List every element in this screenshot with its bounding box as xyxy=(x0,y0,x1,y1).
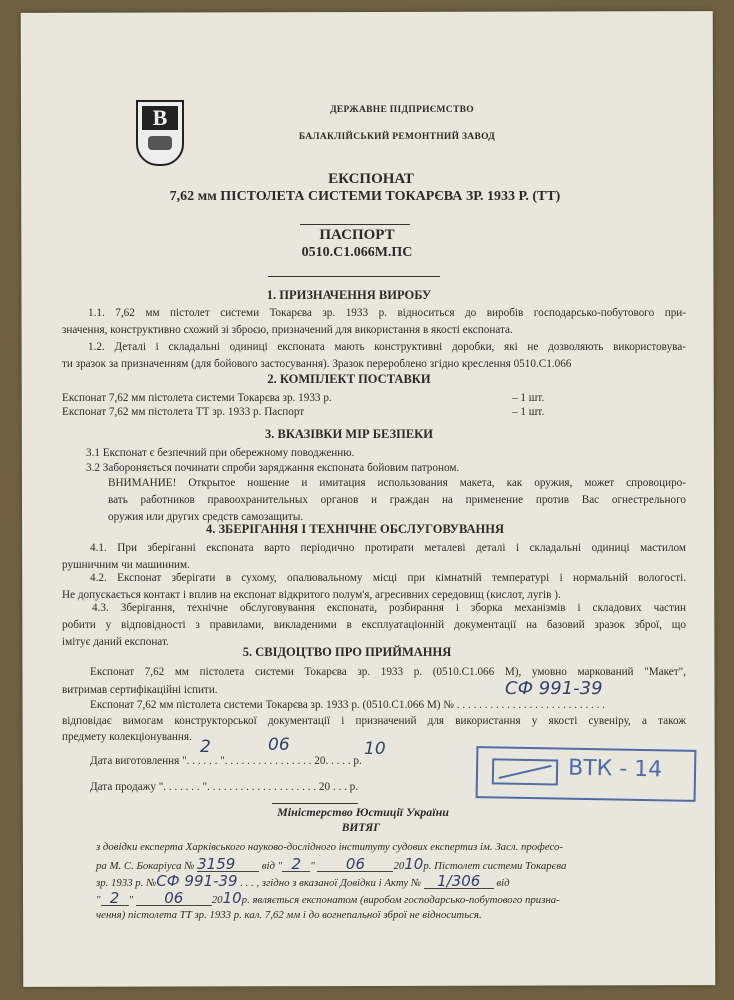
doc-type: ПАСПОРТ xyxy=(319,227,395,243)
text-line: Експонат 7,62 мм пістолета системи Токарєва зр. 1933 р. (0510.С1.066 М), умовно маркований "Макет", xyxy=(90,666,686,678)
manufacture-year: 10 xyxy=(364,739,386,759)
kit-item: Експонат 7,62 мм пістолета системи Токарєва зр. 1933 р. xyxy=(62,392,332,404)
section-5-heading: 5. СВІДОЦТВО ПРО ПРИЙМАННЯ xyxy=(242,645,452,659)
warning-line: вать работников правоохранительных органов и граждан на применение против Вас огнестрельного xyxy=(108,494,686,506)
text-line: значення, конструктивно схожий зі зброєю, призначений для використання в якості експоната. xyxy=(62,324,513,336)
text-line: 4.3. Зберігання, технічне обслуговування експоната, розбирання і зборка механізмів і складових частин xyxy=(92,602,686,614)
warning-line: ВНИМАНИЕ! Открытое ношение и имитация использования макета, как оружия, может спровоциро- xyxy=(108,477,686,489)
org-line-1: ДЕРЖАВНЕ ПІДПРИЄМСТВО xyxy=(330,105,474,115)
text-line: рушничним чи машинним. xyxy=(62,559,190,571)
sale-date-field[interactable]: Дата продажу ". . . . . . . ". . . . . . . . . . . . . . . . . . . . 20 . . . р. xyxy=(90,781,359,793)
text-line: Експонат 7,62 мм пістолета системи Токарєва зр. 1933 р. (0510.С1.066 М) № xyxy=(90,699,457,711)
text-line: предмету колекціонування. xyxy=(62,731,192,743)
section-1-heading: 1. ПРИЗНАЧЕННЯ ВИРОБУ xyxy=(266,288,432,302)
text-line: імітує даний експонат. xyxy=(62,636,169,648)
text-line: 4.2. Експонат зберігати в сухому, опалювальному місці при кімнатній температурі і нормальній вологості. xyxy=(90,572,686,584)
title-pistol: 7,62 мм ПІСТОЛЕТА СИСТЕМИ ТОКАРЄВА ЗР. 1933 Р. (ТТ) xyxy=(169,189,561,204)
section-4-heading: 4. ЗБЕРІГАННЯ І ТЕХНІЧНЕ ОБСЛУГОВУВАННЯ xyxy=(205,522,505,536)
extract-line: " 2 " 06 2010р. являється експонатом (виробом господарсько-побутового призна- xyxy=(96,889,560,907)
doc-code: 0510.С1.066М.ПС xyxy=(301,245,413,260)
kit-qty: – 1 шт. xyxy=(512,406,545,418)
extract-line: зр. 1933 р. №СФ 991-39 . . . , згідно з вказаної Довідки і Акту № 1/306 від xyxy=(96,872,510,890)
section-2-heading: 2. КОМПЛЕКТ ПОСТАВКИ xyxy=(267,372,431,386)
warning-line: оружия или других средств самозащиты. xyxy=(108,511,304,523)
text-line: 1.1. 7,62 мм пістолет системи Токарєва зр. 1933 р. відноситься до виробів господарсько-побутового при- xyxy=(88,307,686,319)
extract-line: чення) пістолета ТТ зр. 1933 р. кал. 7,62 мм і до вогнепальної зброї не відноситься. xyxy=(96,909,482,921)
title-exhibit: ЕКСПОНАТ xyxy=(328,171,414,187)
serial-number-handwritten: СФ 991-39 xyxy=(505,678,603,699)
qc-stamp: ВТК - 14 xyxy=(476,746,697,802)
factory-logo: B xyxy=(136,100,184,166)
manufacture-date-field: Дата виготовлення ". . . . . . ". . . . . . . . . . . . . . . . 20. . . . . р. xyxy=(90,755,362,767)
text-line: витримав сертифікаційні іспити. xyxy=(62,684,218,696)
text-line: відповідає вимогам конструкторської документації і призначений для використання у якості сувеніру, а також xyxy=(62,715,686,727)
section-3-heading: 3. ВКАЗІВКИ МІР БЕЗПЕКИ xyxy=(265,427,433,441)
kit-qty: – 1 шт. xyxy=(512,392,545,404)
text-line: 3.2 Забороняється починати спроби заряджання експоната бойовим патроном. xyxy=(86,462,460,474)
ministry-title: Міністерство Юстиції України xyxy=(277,805,449,819)
text-line: Не допускається контакт і вплив на експонат відкритого полум'я, агресивних середовищ (кислот, лугів ). xyxy=(62,589,561,601)
manufacture-month: 06 xyxy=(268,735,290,755)
text-line: 4.1. При зберіганні експоната варто періодично протирати металеві деталі і складальні одиниці мастилом xyxy=(90,542,686,554)
text-line: 1.2. Деталі і складальні одиниці експоната мають конструктивні доробки, які не дозволяють використовува- xyxy=(88,341,686,353)
text-line: 3.1 Експонат є безпечний при обережному поводженню. xyxy=(86,447,355,459)
extract-line: ра М. С. Бокаріуса № 3159 від " 2 " 06 2010р. Пістолет системи Токарєва xyxy=(96,855,567,873)
text-line: ти зразок за призначенням (для бойового застосування). Зразок перероблено згідно креслення 0510.С1.066 xyxy=(62,358,572,370)
manufacture-day: 2 xyxy=(200,737,211,757)
org-line-2: БАЛАКЛІЙСЬКИЙ РЕМОНТНИЙ ЗАВОД xyxy=(298,132,496,142)
extract-line: з довідки експерта Харківського науково-дослідного інституту судових експертиз ім. Засл. професо- xyxy=(96,841,564,853)
extract-title: ВИТЯГ xyxy=(341,822,381,834)
text-line: робити у відповідності з правилами, викладеними в експлуатаціонній документації на базовий зразок зброї, що xyxy=(62,619,686,631)
kit-item: Експонат 7,62 мм пістолета ТТ зр. 1933 р. Паспорт xyxy=(62,406,305,418)
